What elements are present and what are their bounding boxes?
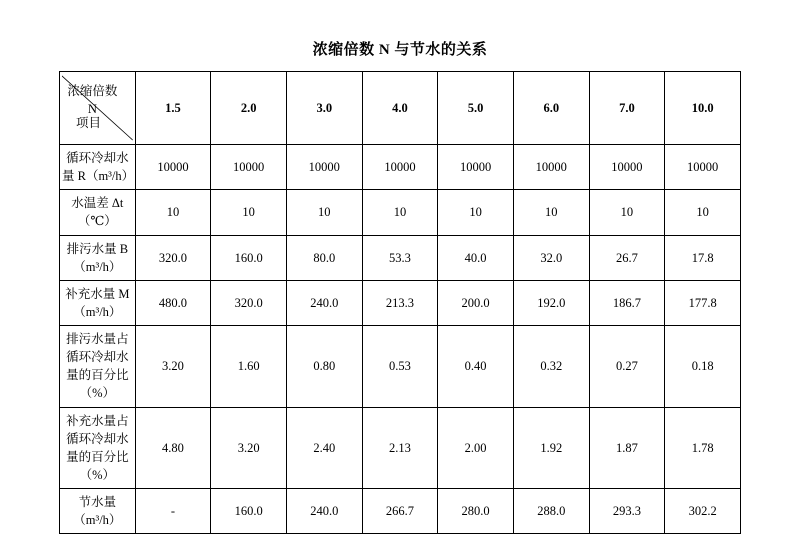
cell-6-3: 266.7 (362, 489, 438, 534)
cell-3-0: 480.0 (135, 280, 211, 325)
cell-3-6: 186.7 (589, 280, 665, 325)
cell-3-1: 320.0 (211, 280, 287, 325)
concentration-ratio-table (59, 71, 741, 534)
cell-1-4: 10 (438, 190, 514, 235)
cell-6-4: 280.0 (438, 489, 514, 534)
cell-1-5: 10 (513, 190, 589, 235)
cell-1-2: 10 (286, 190, 362, 235)
cell-2-0: 320.0 (135, 235, 211, 280)
row-label-0: 循环冷却水量 R（m³/h） (60, 145, 136, 190)
cell-2-1: 160.0 (211, 235, 287, 280)
table-row (60, 190, 741, 235)
cell-3-4: 200.0 (438, 280, 514, 325)
cell-3-5: 192.0 (513, 280, 589, 325)
cell-6-6: 293.3 (589, 489, 665, 534)
cell-4-7: 0.18 (665, 326, 741, 408)
cell-5-3: 2.13 (362, 407, 438, 489)
table-header-row (60, 72, 741, 145)
column-header-4: 5.0 (438, 72, 514, 145)
cell-0-1: 10000 (211, 145, 287, 190)
document-page (0, 38, 800, 538)
cell-6-7: 302.2 (665, 489, 741, 534)
cell-0-6: 10000 (589, 145, 665, 190)
cell-5-2: 2.40 (286, 407, 362, 489)
cell-2-3: 53.3 (362, 235, 438, 280)
cell-2-4: 40.0 (438, 235, 514, 280)
cell-4-5: 0.32 (513, 326, 589, 408)
corner-column-header: 浓缩倍数 N (67, 84, 118, 117)
cell-6-2: 240.0 (286, 489, 362, 534)
table-row (60, 489, 741, 534)
table-row (60, 326, 741, 408)
cell-5-6: 1.87 (589, 407, 665, 489)
cell-5-5: 1.92 (513, 407, 589, 489)
cell-4-2: 0.80 (286, 326, 362, 408)
cell-0-3: 10000 (362, 145, 438, 190)
cell-0-4: 10000 (438, 145, 514, 190)
cell-1-3: 10 (362, 190, 438, 235)
cell-2-6: 26.7 (589, 235, 665, 280)
cell-0-2: 10000 (286, 145, 362, 190)
cell-1-0: 10 (135, 190, 211, 235)
column-header-7: 10.0 (665, 72, 741, 145)
cell-5-7: 1.78 (665, 407, 741, 489)
cell-1-6: 10 (589, 190, 665, 235)
column-header-1: 2.0 (211, 72, 287, 145)
cell-2-7: 17.8 (665, 235, 741, 280)
cell-6-1: 160.0 (211, 489, 287, 534)
corner-inner (62, 76, 133, 140)
table-row (60, 407, 741, 489)
cell-5-0: 4.80 (135, 407, 211, 489)
cell-0-5: 10000 (513, 145, 589, 190)
row-label-6: 节水量（m³/h） (60, 489, 136, 534)
cell-2-2: 80.0 (286, 235, 362, 280)
row-label-3: 补充水量 M（m³/h） (60, 280, 136, 325)
cell-1-1: 10 (211, 190, 287, 235)
page-title: 浓缩倍数 N 与节水的关系 (312, 42, 488, 58)
column-header-6: 7.0 (589, 72, 665, 145)
table-row (60, 280, 741, 325)
table-container (59, 71, 741, 534)
cell-6-0: - (135, 489, 211, 534)
cell-4-6: 0.27 (589, 326, 665, 408)
cell-4-0: 3.20 (135, 326, 211, 408)
cell-5-1: 3.20 (211, 407, 287, 489)
row-label-1: 水温差 Δt（℃） (60, 190, 136, 235)
table-body (60, 72, 741, 534)
cell-3-2: 240.0 (286, 280, 362, 325)
cell-4-1: 1.60 (211, 326, 287, 408)
cell-3-3: 213.3 (362, 280, 438, 325)
cell-2-5: 32.0 (513, 235, 589, 280)
cell-5-4: 2.00 (438, 407, 514, 489)
row-label-4: 排污水量占循环冷却水量的百分比（%） (60, 326, 136, 408)
column-header-0: 1.5 (135, 72, 211, 145)
cell-4-4: 0.40 (438, 326, 514, 408)
table-row (60, 145, 741, 190)
column-header-3: 4.0 (362, 72, 438, 145)
cell-6-5: 288.0 (513, 489, 589, 534)
cell-1-7: 10 (665, 190, 741, 235)
table-row (60, 235, 741, 280)
table-corner-cell (60, 72, 136, 145)
cell-0-0: 10000 (135, 145, 211, 190)
cell-0-7: 10000 (665, 145, 741, 190)
column-header-2: 3.0 (286, 72, 362, 145)
row-label-2: 排污水量 B（m³/h） (60, 235, 136, 280)
cell-3-7: 177.8 (665, 280, 741, 325)
column-header-5: 6.0 (513, 72, 589, 145)
corner-row-header: 项目 (76, 115, 102, 130)
row-label-5: 补充水量占循环冷却水量的百分比（%） (60, 407, 136, 489)
cell-4-3: 0.53 (362, 326, 438, 408)
